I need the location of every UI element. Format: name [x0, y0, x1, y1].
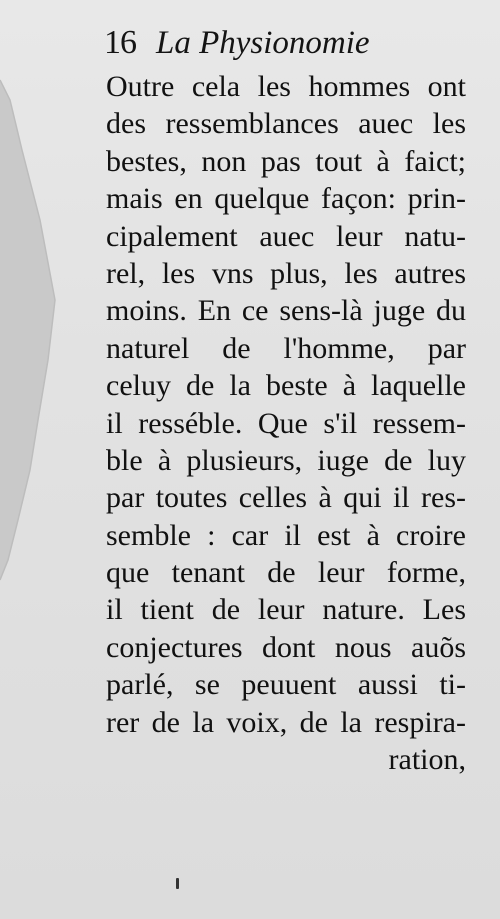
text-line: moins. En ce sens-là juge du: [106, 294, 466, 328]
text-line: parlé, se peuuent aussi ti-: [106, 668, 466, 702]
text-line: celuy de la beste à laquelle: [106, 369, 466, 403]
text-line: conjectures dont nous auõs: [106, 630, 466, 664]
text-line: ble à plusieurs, iuge de luy: [106, 443, 466, 477]
running-title: La Physionomie: [156, 25, 370, 61]
text-line: Outre cela les hommes ont: [106, 70, 466, 103]
text-line: il resséble. Que s'il ressem-: [106, 406, 466, 440]
text-line: rer de la voix, de la respira-: [106, 705, 466, 739]
catchword-line: ration,: [388, 743, 466, 777]
page-number: 16: [104, 24, 136, 61]
ink-speck: [176, 878, 179, 889]
body-text: [106, 68, 466, 778]
text-line: mais en quelque façon: prin-: [106, 182, 466, 216]
page-header: [104, 24, 370, 62]
text-line: il tient de leur nature. Les: [106, 593, 466, 627]
text-line: rel, les vns plus, les autres: [106, 256, 466, 290]
text-line: semble : car il est à croire: [106, 518, 466, 552]
text-line: bestes, non pas tout à faict;: [106, 144, 466, 178]
text-line: des ressemblances auec les: [106, 107, 466, 141]
text-line: naturel de l'homme, par: [106, 331, 466, 365]
text-line: par toutes celles à qui il res-: [106, 481, 466, 515]
text-line: cipalement auec leur natu-: [106, 219, 466, 253]
text-line: que tenant de leur forme,: [106, 556, 466, 590]
